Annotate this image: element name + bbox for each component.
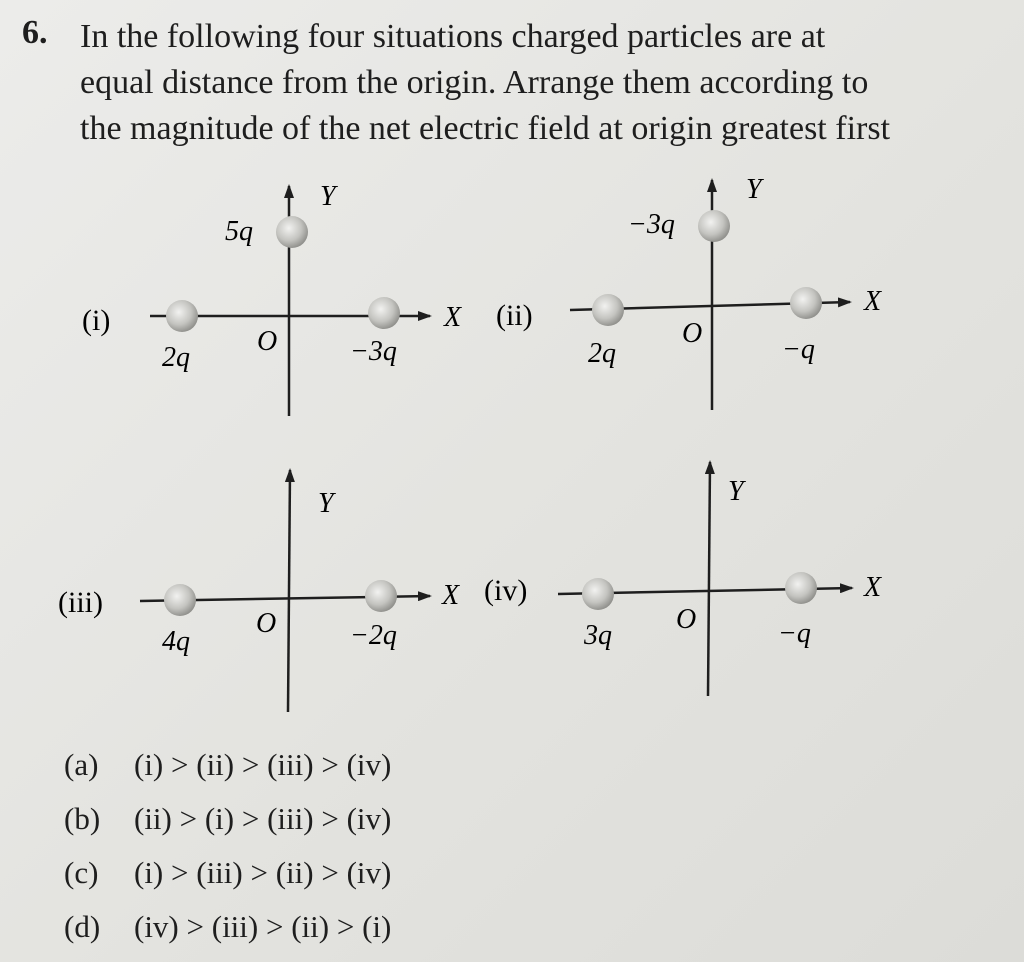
option-text: (i) > (ii) > (iii) > (iv) [134, 747, 392, 782]
x-axis-label: X [864, 286, 882, 317]
charge-diagrams [0, 170, 1024, 730]
option-letter: (d) [64, 909, 101, 944]
option-c[interactable] [64, 846, 391, 900]
charge-label-top: 5q [225, 216, 253, 247]
charge-label-left: 2q [162, 342, 190, 373]
answer-options [64, 738, 391, 954]
option-letter: (a) [64, 747, 99, 782]
charge-label-left: 4q [162, 626, 190, 657]
charge-label-top: −3q [628, 209, 675, 240]
diagram-i [82, 181, 462, 416]
y-axis-label: Y [318, 488, 334, 519]
diagram-tag: (iii) [58, 586, 103, 619]
x-axis-label: X [444, 302, 462, 333]
diagram-tag: (i) [82, 304, 111, 337]
charge-label-left: 2q [588, 338, 616, 369]
charge-label-right: −q [778, 618, 811, 649]
charge-ball [166, 300, 198, 332]
origin-label: O [676, 604, 697, 635]
question-line: the magnitude of the net electric field at origin greatest first [80, 110, 891, 147]
diagram-tag: (ii) [496, 299, 533, 332]
x-axis-label: X [442, 580, 460, 611]
option-text: (i) > (iii) > (ii) > (iv) [134, 855, 392, 890]
question-text [80, 14, 980, 152]
question-line: In the following four situations charged particles are at [80, 18, 826, 55]
option-text: (ii) > (i) > (iii) > (iv) [134, 801, 392, 836]
charge-label-right: −2q [350, 620, 397, 651]
diagram-ii [496, 174, 882, 410]
charge-label-right: −q [782, 334, 815, 365]
charge-label-right: −3q [350, 336, 397, 367]
option-b[interactable] [64, 792, 391, 846]
charge-ball [790, 287, 822, 319]
charge-ball [368, 297, 400, 329]
diagram-iii [58, 470, 460, 712]
diagram-iv [484, 462, 882, 696]
charge-ball [365, 580, 397, 612]
charge-ball [276, 216, 308, 248]
charge-ball [582, 578, 614, 610]
option-a[interactable] [64, 738, 391, 792]
option-text: (iv) > (iii) > (ii) > (i) [134, 909, 392, 944]
charge-ball [785, 572, 817, 604]
y-axis-label: Y [320, 181, 336, 212]
question-number: 6. [22, 14, 48, 51]
y-axis-label: Y [746, 174, 762, 205]
y-axis-label: Y [728, 476, 744, 507]
option-d[interactable] [64, 900, 391, 954]
origin-label: O [682, 318, 703, 349]
option-letter: (b) [64, 801, 101, 836]
charge-label-left: 3q [584, 620, 612, 651]
x-axis-label: X [864, 572, 882, 603]
charge-ball [698, 210, 730, 242]
diagram-tag: (iv) [484, 574, 528, 607]
charge-ball [592, 294, 624, 326]
origin-label: O [256, 608, 277, 639]
charge-ball [164, 584, 196, 616]
origin-label: O [257, 326, 278, 357]
question-line: equal distance from the origin. Arrange them according to [80, 64, 869, 101]
option-letter: (c) [64, 855, 99, 890]
